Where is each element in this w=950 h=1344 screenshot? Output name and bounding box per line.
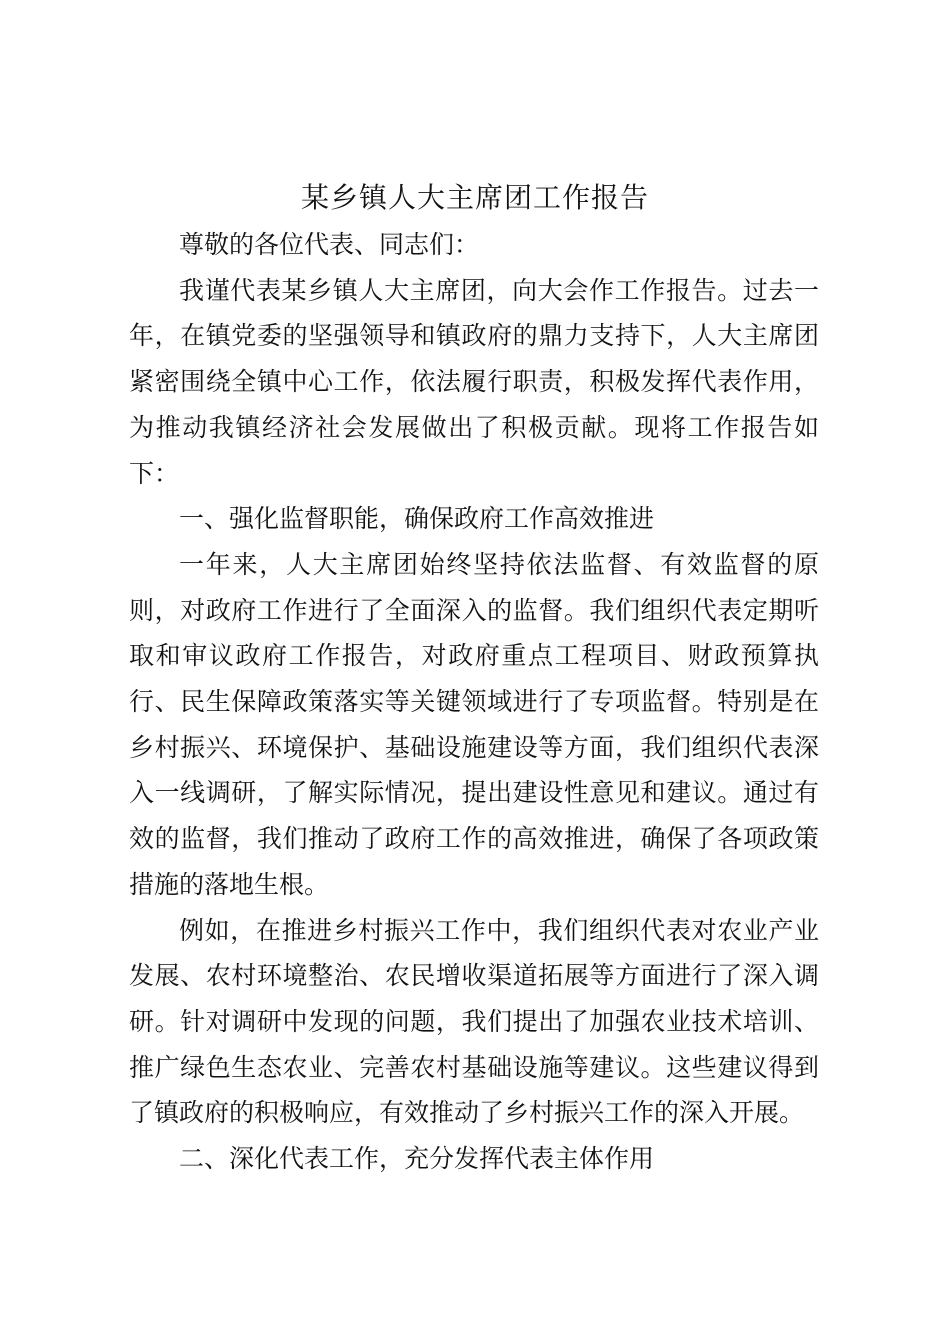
document-title: 某乡镇人大主席团工作报告 [300,181,649,214]
document-body [129,222,819,1182]
paragraph-example: 例如，在推进乡村振兴工作中，我们组织代表对农业产业发展、农村环境整治、农民增收渠道拓展等方面进行了深入调研。针对调研中发现的问题，我们提出了加强农业技术培训、推广绿色生态农业、完善农村基础设施等建议。这些建议得到了镇政府的积极响应，有效推动了乡村振兴工作的深入开展。 [129,915,819,1128]
salutation: 尊敬的各位代表、同志们： [179,230,480,259]
paragraph-supervision: 一年来，人大主席团始终坚持依法监督、有效监督的原则，对政府工作进行了全面深入的监督。我们组织代表定期听取和审议政府工作报告，对政府重点工程项目、财政预算执行、民生保障政策落实等关键领域进行了专项监督。特别是在乡村振兴、环境保护、基础设施建设等方面，我们组织代表深入一线调研，了解实际情况，提出建设性意见和建议。通过有效的监督，我们推动了政府工作的高效推进，确保了各项政策措施的落地生根。 [129,549,819,899]
section-heading-1: 一、强化监督职能，确保政府工作高效推进 [179,504,655,534]
paragraph-intro: 我谨代表某乡镇人大主席团，向大会作工作报告。过去一年，在镇党委的坚强领导和镇政府的鼎力支持下，人大主席团紧密围绕全镇中心工作，依法履行职责，积极发挥代表作用，为推动我镇经济社会发展做出了积极贡献。现将工作报告如下： [129,275,819,488]
section-heading-2: 二、深化代表工作，充分发挥代表主体作用 [179,1144,655,1174]
